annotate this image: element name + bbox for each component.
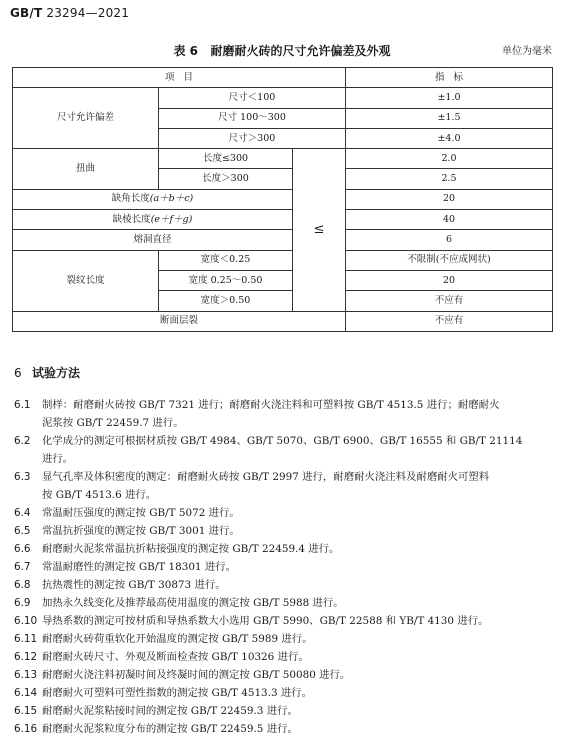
corner-defect-value: 20	[346, 189, 553, 209]
crack-value: 20	[346, 270, 553, 290]
clause-item	[14, 396, 554, 432]
layer-crack-label: 断面层裂	[13, 311, 346, 331]
standard-number: 23294—2021	[46, 6, 130, 20]
clause-item	[14, 468, 554, 504]
crack-label: 裂纹长度	[13, 250, 159, 311]
crack-condition: 宽度 0.25～0.50	[159, 270, 293, 290]
clause-number: 6.11	[14, 633, 38, 645]
clause-text: 加热永久线变化及推荐最高使用温度的测定按 GB/T 5988 进行。	[42, 597, 344, 609]
warp-condition: 长度≤300	[159, 149, 293, 169]
corner-defect-label: 缺角长度(a＋b＋c)	[13, 189, 293, 209]
clause-text: 耐磨耐火砖尺寸、外观及断面检查按 GB/T 10326 进行。	[42, 651, 309, 663]
clause-number: 6.14	[14, 687, 38, 699]
header-item: 项 目	[13, 68, 346, 88]
table-row	[13, 88, 553, 108]
clause-item	[14, 558, 554, 576]
clause-number: 6.3	[14, 471, 31, 483]
crack-condition: 宽度＜0.25	[159, 250, 293, 270]
table-row	[13, 311, 553, 331]
standard-prefix: GB/T	[10, 6, 43, 20]
clause-text: 常温耐压强度的测定按 GB/T 5072 进行。	[42, 507, 240, 519]
clause-text: 抗热震性的测定按 GB/T 30873 进行。	[42, 579, 226, 591]
clause-number: 6.1	[14, 399, 31, 411]
table-header-row	[13, 68, 553, 88]
size-value: ±1.0	[346, 88, 553, 108]
clause-text: 常温耐磨性的测定按 GB/T 18301 进行。	[42, 561, 237, 573]
table-row	[13, 250, 553, 270]
crack-condition: 宽度＞0.50	[159, 291, 293, 311]
clause-number: 6.7	[14, 561, 31, 573]
clause-text: 耐磨耐火浇注料初凝时间及终凝时间的测定按 GB/T 50080 进行。	[42, 669, 351, 681]
clause-number: 6.5	[14, 525, 31, 537]
corner-defect-formula: (a＋b＋c)	[149, 193, 194, 205]
layer-crack-value: 不应有	[346, 311, 553, 331]
clause-text: 导热系数的测定可按材质和导热系数大小选用 GB/T 5990、GB/T 22588 和 YB/T 4130 进行。	[42, 615, 489, 627]
clause-text: 制样：耐磨耐火砖按 GB/T 7321 进行；耐磨耐火浇注料和可塑料按 GB/T 4513.5 进行；耐磨耐火 泥浆按 GB/T 22459.7 进行。	[42, 399, 500, 429]
clause-number: 6.10	[14, 615, 38, 627]
clause-number: 6.16	[14, 723, 38, 735]
clause-item	[14, 540, 554, 558]
clause-text: 耐磨耐火泥浆粒度分布的测定按 GB/T 22459.5 进行。	[42, 723, 298, 735]
clause-text: 常温抗折强度的测定按 GB/T 3001 进行。	[42, 525, 240, 537]
size-value: ±1.5	[346, 108, 553, 128]
melt-hole-value: 6	[346, 230, 553, 250]
standard-code	[10, 6, 129, 20]
clause-item	[14, 504, 554, 522]
clause-number: 6.6	[14, 543, 31, 555]
header-value: 指 标	[346, 68, 553, 88]
section-number: 6	[14, 366, 22, 380]
le-symbol: ≤	[293, 149, 346, 311]
clause-number: 6.15	[14, 705, 38, 717]
warp-label: 扭曲	[13, 149, 159, 190]
clause-item	[14, 576, 554, 594]
clause-item	[14, 648, 554, 666]
table-row	[13, 230, 553, 250]
section-heading	[14, 364, 80, 381]
table-row	[13, 149, 553, 169]
warp-condition: 长度＞300	[159, 169, 293, 189]
clause-number: 6.12	[14, 651, 38, 663]
clause-text: 显气孔率及体积密度的测定：耐磨耐火砖按 GB/T 2997 进行，耐磨耐火浇注料及耐磨耐火可塑料 按 GB/T 4513.6 进行。	[42, 471, 490, 501]
clause-text: 化学成分的测定可根据材质按 GB/T 4984、GB/T 5070、GB/T 6900、GB/T 16555 和 GB/T 21114 进行。	[42, 435, 523, 465]
edge-defect-label: 缺棱长度(e＋f＋g)	[13, 210, 293, 230]
clause-item	[14, 612, 554, 630]
table-row	[13, 210, 553, 230]
clause-item	[14, 684, 554, 702]
clause-list	[14, 396, 554, 738]
clause-text: 耐磨耐火泥浆常温抗折粘接强度的测定按 GB/T 22459.4 进行。	[42, 543, 340, 555]
warp-value: 2.0	[346, 149, 553, 169]
clause-item	[14, 432, 554, 468]
melt-hole-label: 熔洞直径	[13, 230, 293, 250]
warp-value: 2.5	[346, 169, 553, 189]
edge-defect-formula: (e＋f＋g)	[150, 213, 193, 225]
size-value: ±4.0	[346, 128, 553, 148]
section-title: 试验方法	[32, 366, 81, 380]
crack-value: 不限制(不应成网状)	[346, 250, 553, 270]
table-row	[13, 189, 553, 209]
clause-number: 6.13	[14, 669, 38, 681]
clause-text: 耐磨耐火砖荷重软化开始温度的测定按 GB/T 5989 进行。	[42, 633, 313, 645]
clause-item	[14, 666, 554, 684]
clause-item	[14, 522, 554, 540]
clause-item	[14, 702, 554, 720]
dimension-tolerance-table	[12, 67, 553, 332]
clause-number: 6.4	[14, 507, 31, 519]
clause-item	[14, 720, 554, 738]
clause-item	[14, 630, 554, 648]
clause-item	[14, 594, 554, 612]
clause-text: 耐磨耐火可塑料可塑性指数的测定按 GB/T 4513.3 进行。	[42, 687, 313, 699]
size-tolerance-label: 尺寸允许偏差	[13, 88, 159, 149]
size-condition: 尺寸 100～300	[159, 108, 346, 128]
size-condition: 尺寸＞300	[159, 128, 346, 148]
table-caption: 表 6 耐磨耐火砖的尺寸允许偏差及外观	[173, 44, 391, 58]
crack-value: 不应有	[346, 291, 553, 311]
size-condition: 尺寸＜100	[159, 88, 346, 108]
clause-number: 6.9	[14, 597, 31, 609]
clause-number: 6.8	[14, 579, 31, 591]
table-unit: 单位为毫米	[502, 46, 552, 57]
clause-text: 耐磨耐火泥浆粘接时间的测定按 GB/T 22459.3 进行。	[42, 705, 298, 717]
edge-defect-value: 40	[346, 210, 553, 230]
clause-number: 6.2	[14, 435, 31, 447]
